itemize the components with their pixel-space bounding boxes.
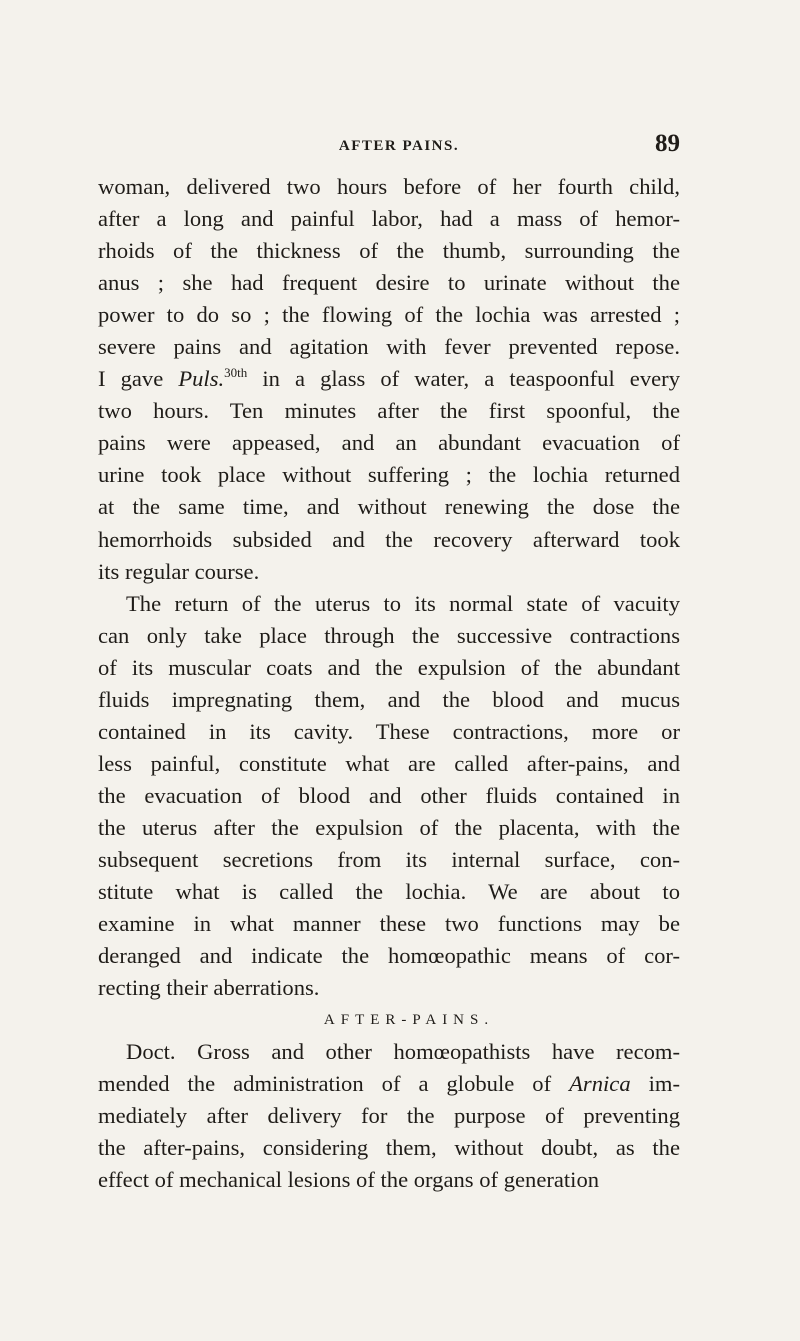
text-line [98, 363, 680, 395]
text-line: can only take place through the successive contractions [98, 622, 680, 648]
text-line: stitute what is called the lochia. We are about to [98, 879, 680, 905]
text-fragment: I gave [98, 366, 179, 392]
text-line: the evacuation of blood and other fluids contained in [98, 782, 680, 808]
text-line: two hours. Ten minutes after the first spoonful, the [98, 398, 680, 424]
text-line: contained in its cavity. These contractions, more or [98, 718, 680, 744]
text-fragment: mended the administration of a globule of [98, 1071, 570, 1097]
remedy-name: Arnica [569, 1071, 631, 1097]
text-line: woman, delivered two hours before of her fourth child, [98, 174, 680, 199]
text-line: its regular course. [98, 558, 260, 584]
text-line: at the same time, and without renewing the dose the [98, 494, 680, 520]
text-line [98, 1068, 680, 1100]
text-line: of its muscular coats and the expulsion of the abundant [98, 654, 680, 680]
text-line: deranged and indicate the homœopathic means of cor- [98, 943, 680, 969]
text-line: effect of mechanical lesions of the organs of generation [98, 1167, 600, 1193]
potency-superscript: 30th [224, 365, 248, 381]
text-line: rhoids of the thickness of the thumb, surrounding the [98, 238, 680, 264]
text-line: less painful, constitute what are called after-pains, and [98, 750, 680, 776]
text-line: recting their aberrations. [98, 975, 320, 1001]
text-line: power to do so ; the flowing of the lochia was arrested ; [98, 302, 680, 328]
text-line: subsequent secretions from its internal surface, con- [98, 846, 680, 872]
paragraph-start: Doct. Gross and other homœopathists have recom- [126, 1039, 680, 1065]
paragraph-start: The return of the uterus to its normal state of vacuity [126, 590, 680, 616]
page-number: 89 [655, 130, 680, 157]
text-fragment: in a glass of water, a teaspoonful every [247, 366, 680, 392]
text-line: severe pains and agitation with fever prevented repose. [98, 334, 680, 360]
text-line: pains were appeased, and an abundant evacuation of [98, 430, 680, 456]
text-line: hemorrhoids subsided and the recovery afterward took [98, 526, 680, 552]
text-line: fluids impregnating them, and the blood and mucus [98, 686, 680, 712]
text-line: the uterus after the expulsion of the placenta, with the [98, 814, 680, 840]
text-line: after a long and painful labor, had a mass of hemor- [98, 206, 680, 232]
page-header [98, 130, 680, 170]
text-line: anus ; she had frequent desire to urinate without the [98, 270, 680, 296]
body-text [98, 171, 680, 1197]
text-fragment: im- [630, 1071, 681, 1097]
text-line: mediately after delivery for the purpose of preventing [98, 1103, 680, 1129]
running-head: AFTER PAINS. [338, 138, 460, 154]
remedy-name: Puls. [178, 366, 225, 392]
section-heading: AFTER-PAINS. [323, 1012, 495, 1029]
text-line: the after-pains, considering them, without doubt, as the [98, 1135, 680, 1161]
text-line: examine in what manner these two functions may be [98, 911, 680, 937]
text-line: urine took place without suffering ; the lochia returned [98, 462, 680, 488]
